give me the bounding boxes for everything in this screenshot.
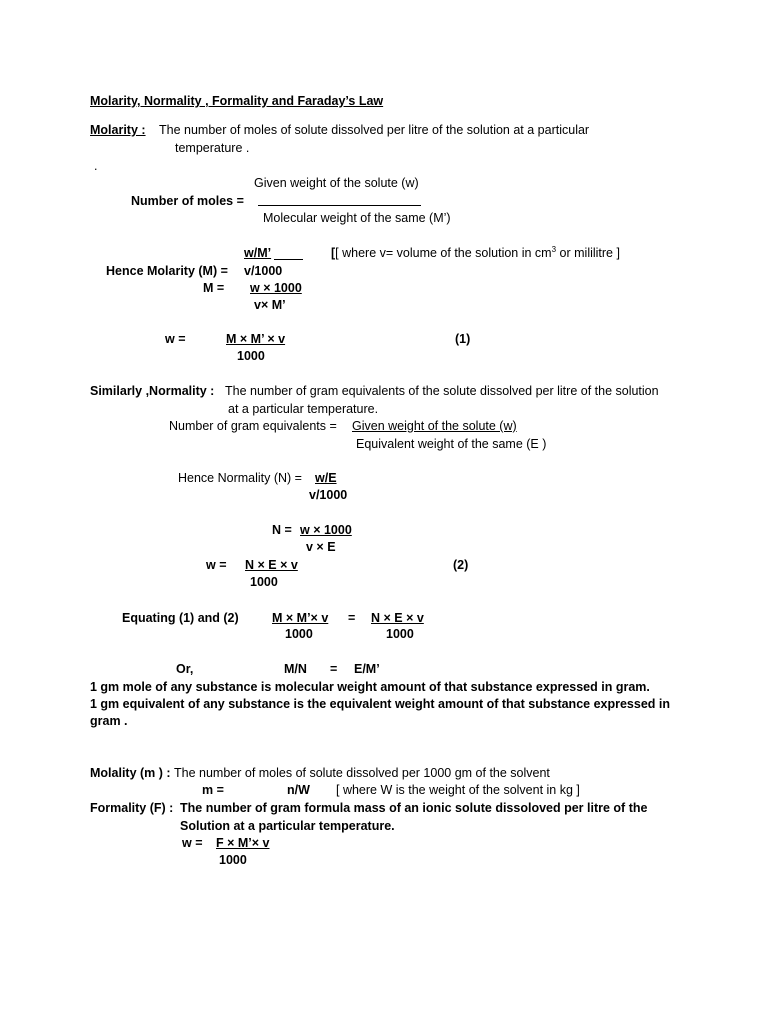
w-denominator-1: 1000 xyxy=(237,349,265,363)
equating-label: Equating (1) and (2) xyxy=(122,611,239,625)
molality-formula: n/W xyxy=(287,783,310,797)
hence-molarity-label: Hence Molarity (M) = xyxy=(106,264,228,278)
molality-m-label: m = xyxy=(202,783,224,797)
equating-left-numerator: M × M’× v xyxy=(272,611,329,625)
formality-w-denominator: 1000 xyxy=(219,853,247,867)
statement-line3: gram . xyxy=(90,714,128,728)
equation-number-2: (2) xyxy=(453,558,469,572)
formality-label: Formality (F) : xyxy=(90,801,174,815)
formality-definition-line2: Solution at a particular temperature. xyxy=(180,819,395,833)
formality-w-numerator: F × M’× v xyxy=(216,836,270,850)
m-label: M = xyxy=(203,281,225,295)
equating-right-denominator: 1000 xyxy=(386,627,414,641)
equating-right-numerator: N × E × v xyxy=(371,611,424,625)
moles-fraction-bar xyxy=(258,205,421,206)
formality-w-label: w = xyxy=(182,836,203,850)
normality-definition-line2: at a particular temperature. xyxy=(228,402,379,416)
or-equals: = xyxy=(330,662,338,676)
moles-numerator: Given weight of the solute (w) xyxy=(254,176,419,190)
gram-equivalents-label: Number of gram equivalents = xyxy=(169,419,337,433)
page-title: Molarity, Normality , Formality and Faraday’s Law xyxy=(90,94,384,108)
statement-line2: 1 gm equivalent of any substance is the equivalent weight amount of that substance expressed in xyxy=(90,697,670,711)
moles-denominator: Molecular weight of the same (M’) xyxy=(263,211,451,225)
w-numerator-1: M × M’ × v xyxy=(226,332,286,346)
molality-label: Molality (m ) : xyxy=(90,766,171,780)
gram-equivalents-denominator: Equivalent weight of the same (E ) xyxy=(356,437,547,451)
e-over-m: E/M’ xyxy=(354,662,380,676)
w-label-1: w = xyxy=(165,332,186,346)
or-label: Or, xyxy=(176,662,194,676)
w-denominator-2: 1000 xyxy=(250,575,278,589)
moles-label: Number of moles = xyxy=(131,194,244,208)
equating-left-denominator: 1000 xyxy=(285,627,313,641)
formality-definition-line1: The number of gram formula mass of an ionic solute dissoloved per litre of the xyxy=(180,801,648,815)
m-denominator: v× M’ xyxy=(254,298,286,312)
n-denominator: v × E xyxy=(306,540,336,554)
normality-definition-line1: The number of gram equivalents of the solute dissolved per litre of the solution xyxy=(225,384,659,398)
molality-note: [ where W is the weight of the solvent in kg ] xyxy=(336,783,580,797)
volume-note: [[ where v= volume of the solution in $cm^3$ or mililitre ] xyxy=(331,244,620,260)
normality-fraction-top: w/E xyxy=(315,471,337,485)
gram-equivalents-numerator: Given weight of the solute (w) xyxy=(352,419,517,433)
n-numerator: w × 1000 xyxy=(300,523,352,537)
n-label: N = xyxy=(272,523,292,537)
normality-label: Similarly ,Normality : xyxy=(90,384,215,398)
m-numerator: w × 1000 xyxy=(250,281,302,295)
molality-definition: The number of moles of solute dissolved per 1000 gm of the solvent xyxy=(174,766,550,780)
molarity-fraction-top: w/M’ xyxy=(244,246,272,260)
stray-dot: . xyxy=(94,159,98,173)
molarity-fraction-extension xyxy=(274,259,303,260)
molarity-definition-line1: The number of moles of solute dissolved per litre of the solution at a particular xyxy=(159,123,590,137)
equating-equals: = xyxy=(348,611,356,625)
normality-fraction-bottom: v/1000 xyxy=(309,488,348,502)
hence-normality-label: Hence Normality (N) = xyxy=(178,471,302,485)
w-label-2: w = xyxy=(206,558,227,572)
molarity-fraction-bottom: v/1000 xyxy=(244,264,283,278)
m-over-n: M/N xyxy=(284,662,307,676)
equation-number-1: (1) xyxy=(455,332,471,346)
molarity-definition-line2: temperature . xyxy=(175,141,250,155)
statement-line1: 1 gm mole of any substance is molecular weight amount of that substance expressed in gram. xyxy=(90,680,650,694)
molarity-label: Molarity : xyxy=(90,123,146,137)
w-numerator-2: N × E × v xyxy=(245,558,298,572)
